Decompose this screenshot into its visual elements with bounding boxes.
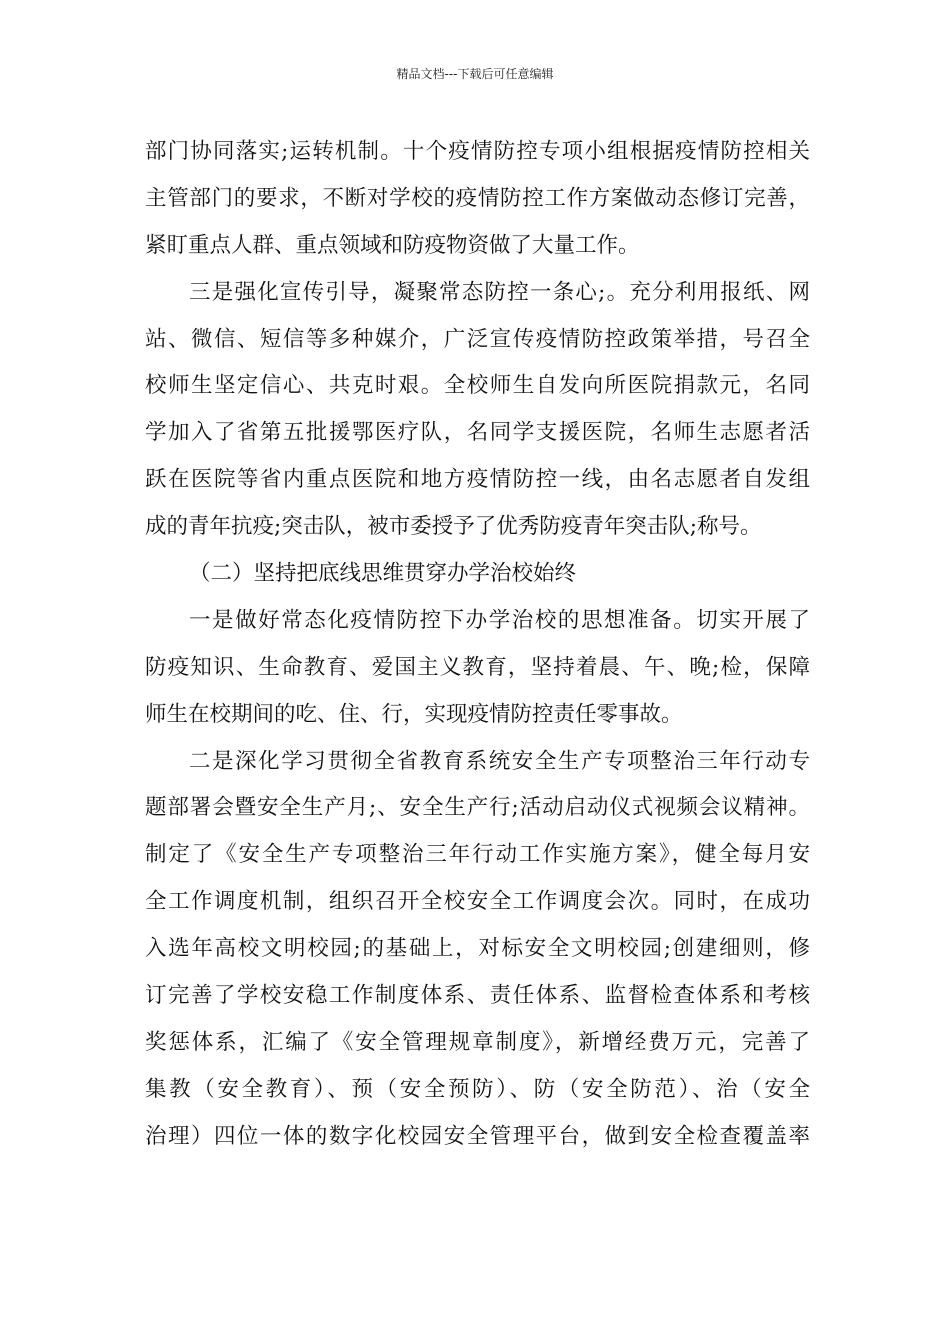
text-line: 紧盯重点人群、重点领域和防疫物资做了大量工作。 (145, 232, 640, 258)
text-line: 三是强化宣传引导，凝聚常态防控一条心;。充分利用报纸、网 (189, 279, 810, 305)
text-line: 一是做好常态化疫情防控下办学治校的思想准备。切实开展了 (189, 607, 810, 633)
document-body (145, 129, 810, 1161)
page-header: 精品文档---下载后可任意编辑 (396, 67, 554, 81)
text-line: 制定了《安全生产专项整治三年行动工作实施方案》，健全每月安 (145, 842, 810, 868)
text-line: 学加入了省第五批援鄂医疗队，名同学支援医院，名师生志愿者活 (145, 420, 810, 446)
text-line: 集教（安全教育）、预（安全预防）、防（安全防范）、治（安全 (145, 1076, 810, 1102)
text-line: 主管部门的要求，不断对学校的疫情防控工作方案做动态修订完善， (145, 185, 810, 211)
text-line: 站、微信、短信等多种媒介，广泛宣传疫情防控政策举措，号召全 (145, 326, 810, 352)
text-line: 全工作调度机制，组织召开全校安全工作调度会次。同时，在成功 (145, 889, 810, 915)
text-line: 防疫知识、生命教育、爱国主义教育，坚持着晨、午、晚;检，保障 (145, 654, 810, 680)
text-line: 师生在校期间的吃、住、行，实现疫情防控责任零事故。 (145, 701, 683, 727)
text-line: 跃在医院等省内重点医院和地方疫情防控一线，由名志愿者自发组 (145, 467, 810, 493)
section-heading: （二）坚持把底线思维贯穿办学治校始终 (189, 561, 577, 587)
text-line: 成的青年抗疫;突击队，被市委授予了优秀防疫青年突击队;称号。 (145, 514, 762, 540)
text-line: 二是深化学习贯彻全省教育系统安全生产专项整治三年行动专 (189, 748, 810, 774)
text-line: 校师生坚定信心、共克时艰。全校师生自发向所医院捐款元，名同 (145, 373, 810, 399)
text-line: 订完善了学校安稳工作制度体系、责任体系、监督检查体系和考核 (145, 983, 810, 1009)
text-line: 奖惩体系，汇编了《安全管理规章制度》，新增经费万元，完善了 (145, 1029, 810, 1055)
text-line: 部门协同落实;运转机制。十个疫情防控专项小组根据疫情防控相关 (145, 139, 810, 164)
text-line: 题部署会暨安全生产月;、安全生产行;活动启动仪式视频会议精神。 (145, 795, 810, 821)
text-line: 治理）四位一体的数字化校园安全管理平台，做到安全检查覆盖率 (145, 1123, 810, 1149)
text-line: 入选年高校文明校园;的基础上，对标安全文明校园;创建细则，修 (145, 936, 810, 962)
